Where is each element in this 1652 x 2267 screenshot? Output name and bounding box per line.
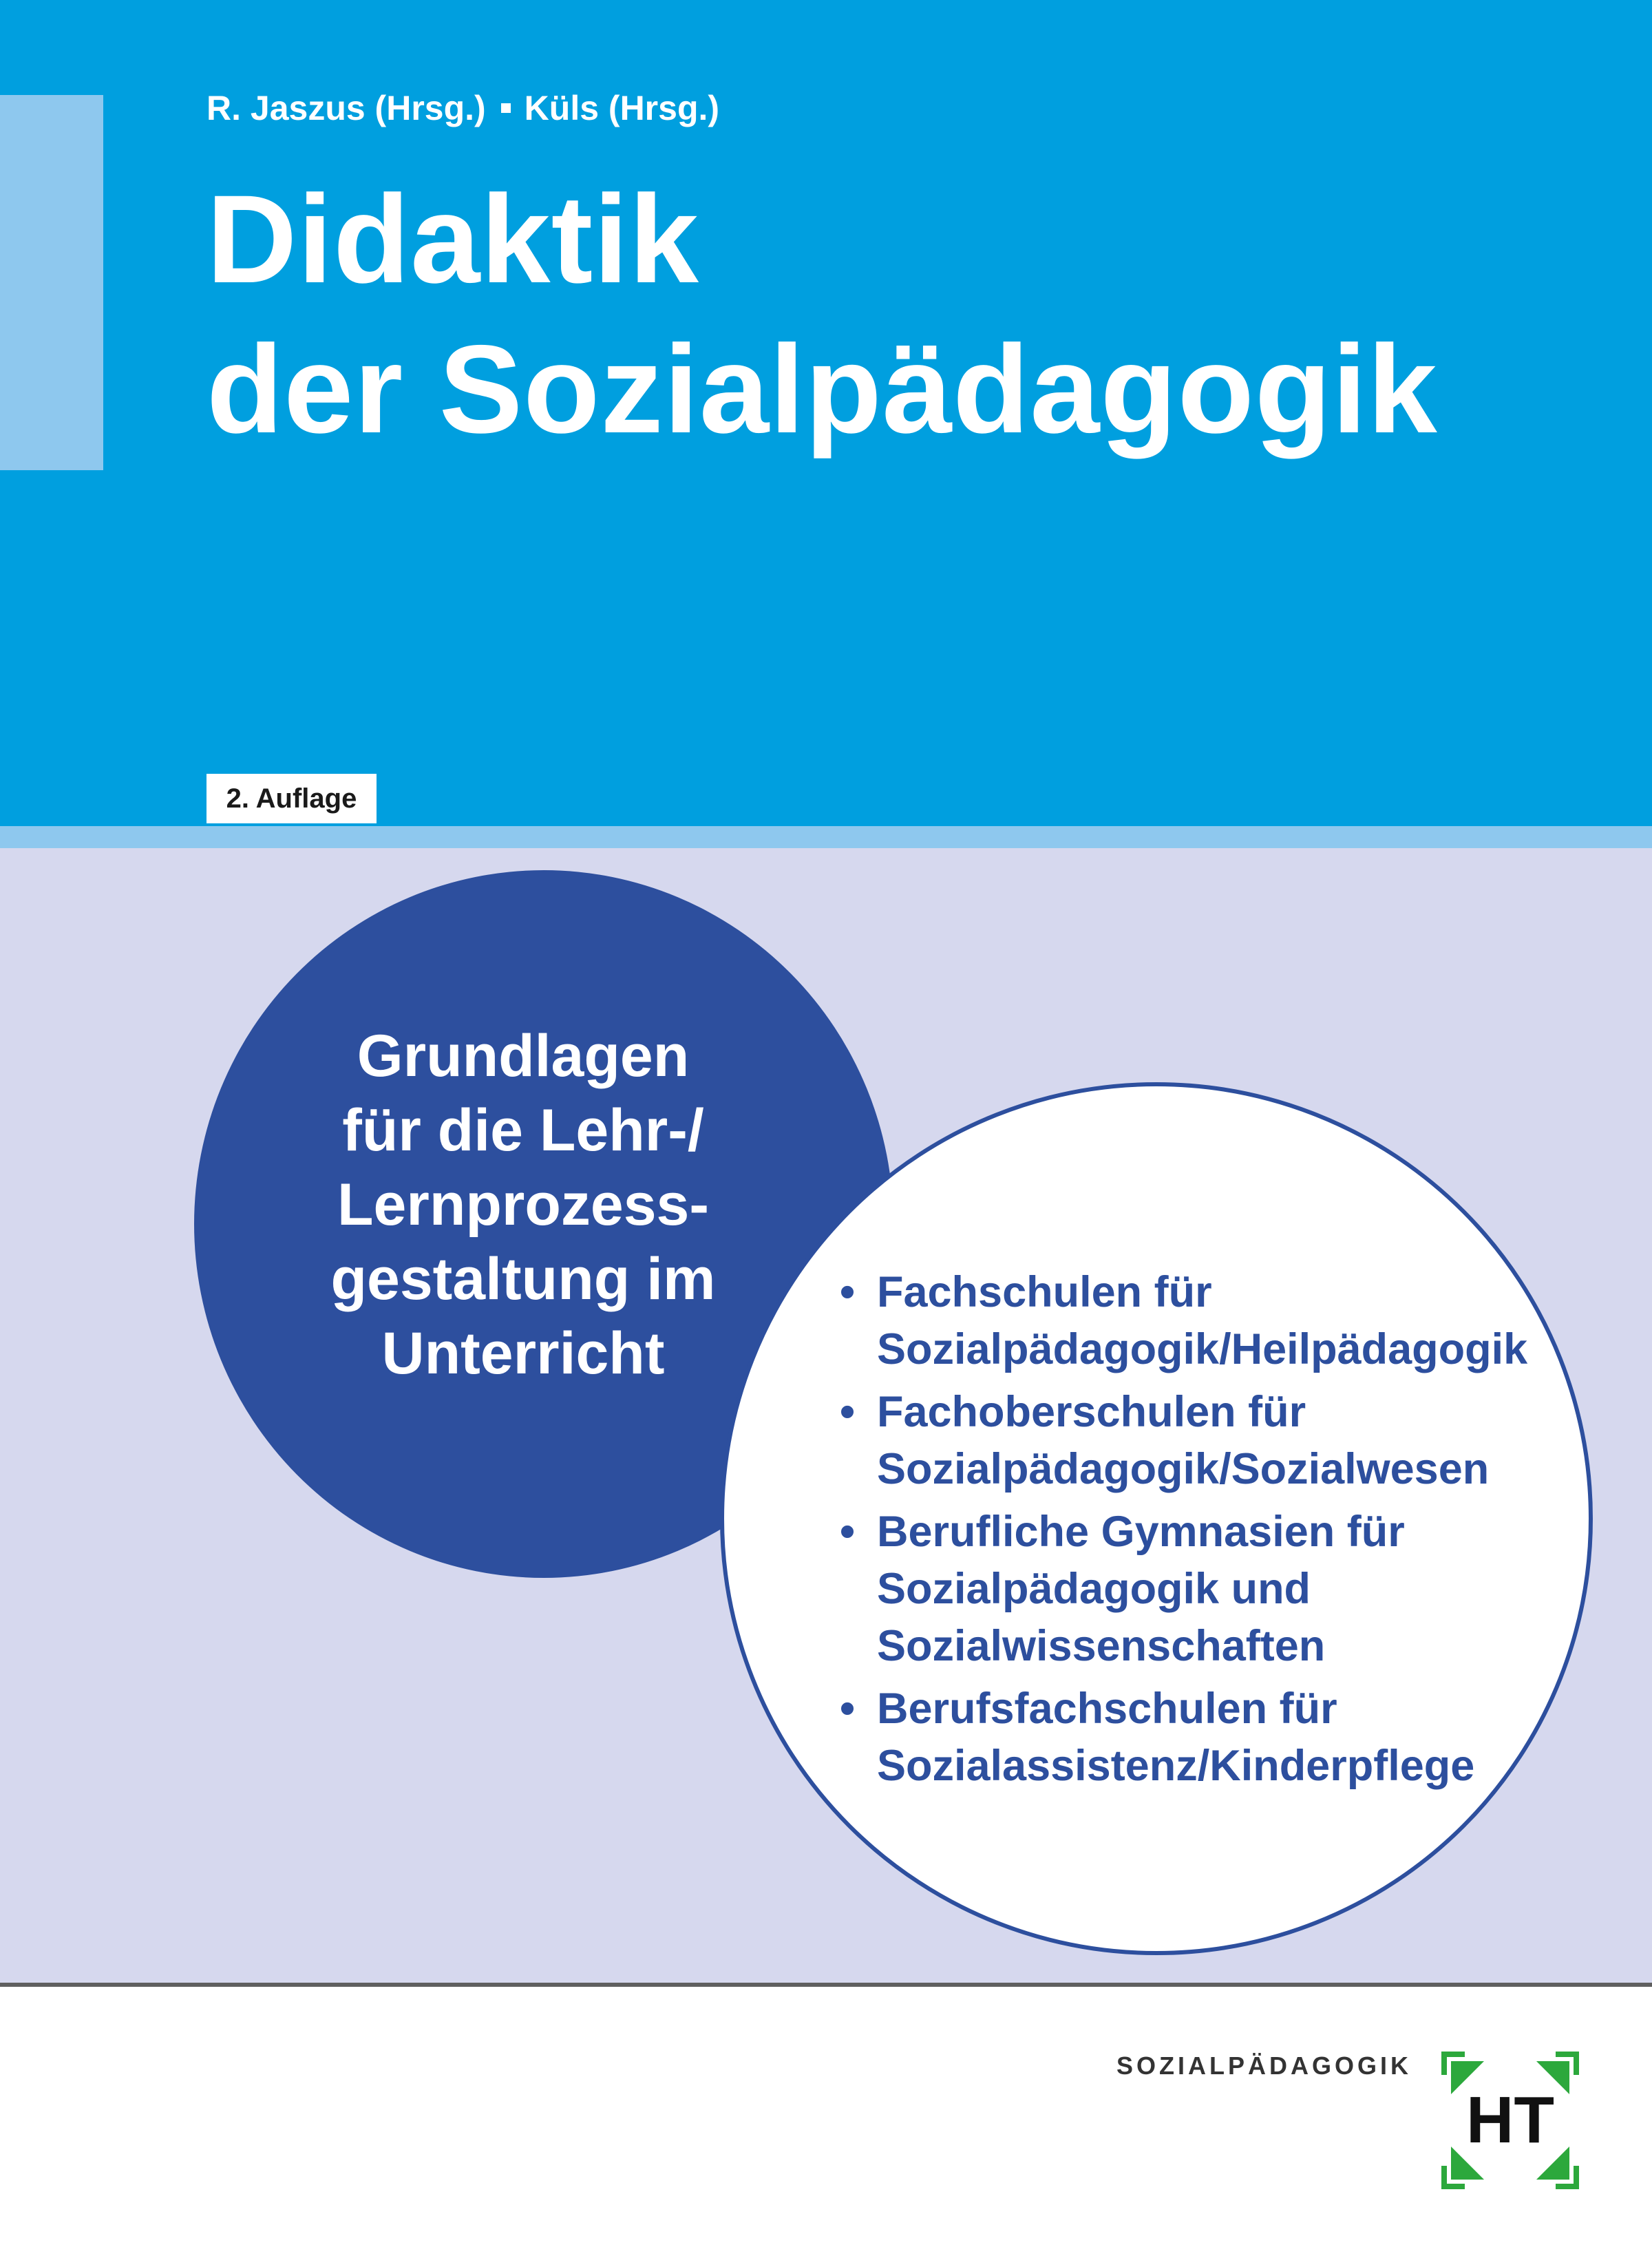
subtitle-line: Lernprozess- xyxy=(337,1172,710,1238)
edition-label: 2. Auflage xyxy=(206,774,377,823)
subtitle-line: Grundlagen xyxy=(357,1023,690,1089)
list-item-line: Sozialpädagogik und xyxy=(877,1565,1311,1613)
list-item-line: Fachschulen für xyxy=(877,1268,1212,1316)
cover-divider-stripe xyxy=(0,826,1652,848)
list-item-line: Fachoberschulen für xyxy=(877,1388,1306,1436)
logo-text: HT xyxy=(1466,2083,1554,2157)
author-2: Küls (Hrsg.) xyxy=(524,89,720,127)
list-item-line: Sozialpädagogik/Sozialwesen xyxy=(877,1445,1490,1493)
list-item-line: Sozialpädagogik/Heilpädagogik xyxy=(877,1325,1528,1373)
list-item xyxy=(840,1264,1527,1378)
author-separator-icon xyxy=(501,103,511,113)
list-item-line: Sozialassistenz/Kinderpflege xyxy=(877,1742,1475,1790)
subtitle-line: gestaltung im xyxy=(330,1246,716,1312)
list-item-line: Sozialwissenschaften xyxy=(877,1622,1326,1670)
list-item xyxy=(840,1680,1527,1795)
bullet-icon: • xyxy=(840,1388,856,1436)
bullet-icon: • xyxy=(840,1268,856,1316)
title-line-2: der Sozialpädagogik xyxy=(206,319,1438,459)
list-item xyxy=(840,1384,1527,1498)
cover-accent-bar xyxy=(0,95,103,470)
ht-publisher-logo-icon xyxy=(1441,2052,1579,2189)
audience-list xyxy=(840,1264,1527,1800)
subtitle-line: für die Lehr-/ xyxy=(342,1097,704,1163)
series-label: SOZIALPÄDAGOGIK xyxy=(1116,2052,1412,2080)
bullet-icon: • xyxy=(840,1685,856,1733)
title-line-1: Didaktik xyxy=(206,169,700,309)
list-item xyxy=(840,1504,1527,1675)
list-item-line: Berufsfachschulen für xyxy=(877,1685,1337,1733)
book-title xyxy=(206,164,1438,464)
cover-bottom-rule xyxy=(0,1983,1652,1987)
subtitle-line: Unterricht xyxy=(381,1320,665,1386)
authors xyxy=(206,88,719,128)
subtitle-text xyxy=(289,1019,757,1391)
bullet-icon: • xyxy=(840,1508,856,1556)
list-item-line: Berufliche Gymnasien für xyxy=(877,1508,1405,1556)
author-1: R. Jaszus (Hrsg.) xyxy=(206,89,486,127)
